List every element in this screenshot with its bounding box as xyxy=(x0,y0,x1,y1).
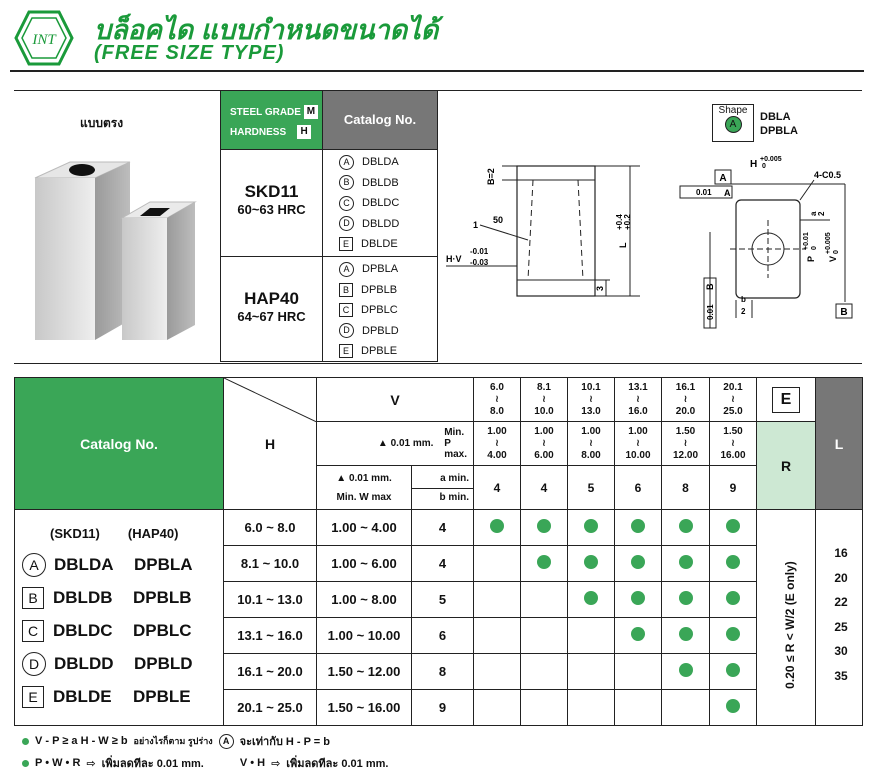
p-range xyxy=(710,422,757,466)
a-min-label: a min. xyxy=(440,472,469,484)
dim-h: H xyxy=(750,159,758,170)
available-dot-icon xyxy=(537,555,551,569)
availability-cell xyxy=(615,582,662,618)
material-name: HAP40 xyxy=(244,289,299,308)
v-range xyxy=(521,378,568,422)
availability-cell xyxy=(521,654,568,690)
p-min: 1.50 xyxy=(675,425,696,437)
v-min: 6.0 xyxy=(490,381,504,393)
p-min: 1.50 xyxy=(723,425,743,437)
shape-code: DBLA xyxy=(760,111,791,123)
l-value: 22 xyxy=(834,595,848,609)
availability-cell xyxy=(662,546,710,582)
availability-cell xyxy=(662,510,710,546)
h-range: 13.1 ~ 16.0 xyxy=(224,618,317,654)
l-values xyxy=(826,546,856,693)
w-range: 1.50 ~ 12.00 xyxy=(317,654,412,690)
h-label: H xyxy=(264,435,276,452)
available-dot-icon xyxy=(726,663,740,677)
available-dot-icon xyxy=(726,627,740,641)
shape-d-icon: D xyxy=(339,323,354,338)
available-dot-icon xyxy=(726,519,740,533)
grade-letter: M xyxy=(304,105,318,119)
v-max: 10.0 xyxy=(534,405,554,417)
availability-cell xyxy=(710,546,757,582)
availability-cell xyxy=(474,618,521,654)
l-value: 25 xyxy=(834,619,848,634)
tilde-icon: ≀ xyxy=(495,437,499,449)
shape-codes xyxy=(760,110,798,138)
a-min: 6 xyxy=(615,466,662,510)
availability-cell xyxy=(615,546,662,582)
catalog-code: DPBLD xyxy=(362,324,399,337)
v-max: 20.0 xyxy=(675,405,696,417)
dim-p: P xyxy=(806,255,816,262)
note-text: จะเท่ากับ H - P = b xyxy=(239,736,331,748)
p-minmax: Min. P max. xyxy=(444,427,467,460)
a-min: 4 xyxy=(521,466,568,510)
a-min: 9 xyxy=(710,466,757,510)
int-logo xyxy=(14,10,74,66)
catalog-code: DPBLB xyxy=(361,283,398,296)
hardness-label: HARDNESS xyxy=(230,126,287,138)
r-formula xyxy=(776,555,804,695)
type-label: แบบตรง xyxy=(80,116,124,130)
b-min: 6 xyxy=(412,618,474,654)
bullet-icon xyxy=(22,760,29,767)
b-min: 9 xyxy=(412,690,474,726)
a-min: 4 xyxy=(474,466,521,510)
available-dot-icon xyxy=(584,519,598,533)
available-dot-icon xyxy=(631,555,645,569)
shape-a-icon: A xyxy=(219,734,234,749)
catalog-code: DPBLA xyxy=(362,263,399,276)
shape-a-icon: A xyxy=(725,116,742,133)
page-title-thai: บล็อคได แบบกำหนดขนาดได้ xyxy=(94,15,439,45)
tilde-icon: ≀ xyxy=(683,393,688,405)
tilde-icon: ≀ xyxy=(731,437,735,449)
p-range xyxy=(662,422,710,466)
available-dot-icon xyxy=(679,519,693,533)
dim-angle-b: 50 xyxy=(493,215,504,225)
dim-b-half: b xyxy=(741,295,746,304)
dim-l: L xyxy=(618,242,628,248)
availability-cell xyxy=(710,654,757,690)
hap40-code: DPBLC xyxy=(133,620,192,640)
skd11-code: DBLDC xyxy=(53,620,113,640)
hap40-code: DPBLB xyxy=(133,587,192,607)
w-range: 1.00 ~ 6.00 xyxy=(317,546,412,582)
p-range xyxy=(615,422,662,466)
shape-e-icon: E xyxy=(22,686,44,708)
v-header: V xyxy=(317,378,474,422)
b-min: 4 xyxy=(412,510,474,546)
dim-b-half-den: 2 xyxy=(741,307,746,316)
availability-cell xyxy=(710,690,757,726)
p-max: 6.00 xyxy=(534,449,554,461)
h-range: 6.0 ~ 8.0 xyxy=(224,510,317,546)
shape-e-icon: E xyxy=(339,344,353,358)
dim-a-half-den: 2 xyxy=(817,211,826,216)
tilde-icon: ≀ xyxy=(589,437,593,449)
shape-c-icon: C xyxy=(339,196,354,211)
catalog-row xyxy=(22,680,218,713)
p-max: 16.00 xyxy=(720,449,746,461)
w-minmax: Min. W max xyxy=(336,491,392,503)
dim-a-half: a xyxy=(809,211,818,216)
catalog-row xyxy=(22,548,218,581)
shape-a-icon: A xyxy=(22,553,46,577)
l-value: 30 xyxy=(834,644,848,658)
shape-e-icon: E xyxy=(339,237,353,251)
shape-a-icon: A xyxy=(339,262,354,277)
availability-cell xyxy=(662,690,710,726)
catalog-list-skd11 xyxy=(322,149,438,257)
available-dot-icon xyxy=(631,591,645,605)
header-divider xyxy=(10,70,864,72)
dim-three: 3 xyxy=(595,285,605,291)
availability-cell xyxy=(474,654,521,690)
w-range: 1.00 ~ 10.00 xyxy=(317,618,412,654)
availability-cell xyxy=(521,582,568,618)
e-label: E xyxy=(772,387,800,413)
skd11-code: DBLDA xyxy=(54,554,114,574)
die-block-image xyxy=(30,150,210,345)
flat-tol-b: 0.01 xyxy=(706,304,715,320)
catalog-code: DPBLE xyxy=(361,345,398,358)
w-range: 1.50 ~ 16.00 xyxy=(317,690,412,726)
availability-cell xyxy=(615,690,662,726)
grade-header xyxy=(220,90,323,150)
b-min: 4 xyxy=(412,546,474,582)
p-min: 1.00 xyxy=(581,425,601,437)
p-range xyxy=(474,422,521,466)
availability-cell xyxy=(615,654,662,690)
available-dot-icon xyxy=(679,591,693,605)
availability-cell xyxy=(662,654,710,690)
p-min: 1.00 xyxy=(534,425,554,437)
catalog-code: DPBLC xyxy=(361,304,398,317)
p-max: 10.00 xyxy=(625,449,651,461)
note-text: อย่างไรก็ตาม รูปร่าง xyxy=(133,736,213,746)
p-max: 4.00 xyxy=(487,449,507,461)
p-header xyxy=(317,422,474,466)
catalog-code: DBLDB xyxy=(362,176,399,189)
v-max: 13.0 xyxy=(581,405,601,417)
p-max: 12.00 xyxy=(672,449,699,461)
note-text: V - P ≥ a H - W ≥ b xyxy=(35,735,128,747)
up-arrow-icon: ▲ xyxy=(336,472,347,484)
available-dot-icon xyxy=(490,519,504,533)
note-2 xyxy=(22,752,388,774)
note-1 xyxy=(22,730,388,752)
shape-b-icon: B xyxy=(339,175,354,190)
dim-h-tol2: 0 xyxy=(762,163,766,170)
h-range: 20.1 ~ 25.0 xyxy=(224,690,317,726)
v-range xyxy=(474,378,521,422)
tilde-icon: ≀ xyxy=(636,437,640,449)
shape-label: Shape xyxy=(718,105,748,116)
dim-v-tol1: +0.005 xyxy=(825,232,832,254)
dim-p-tol2: 0 xyxy=(811,246,818,250)
available-dot-icon xyxy=(631,519,645,533)
shape-d-icon: D xyxy=(22,652,46,676)
availability-cell xyxy=(710,510,757,546)
p-range xyxy=(568,422,615,466)
p-range xyxy=(521,422,568,466)
h-header xyxy=(224,378,317,510)
v-range xyxy=(568,378,615,422)
dim-angle: 1 xyxy=(473,220,479,230)
v-max: 8.0 xyxy=(490,405,504,417)
tilde-icon: ≀ xyxy=(542,437,546,449)
note-text: เพิ่มลดทีละ 0.01 mm. xyxy=(286,758,389,770)
b-min: 8 xyxy=(412,654,474,690)
available-dot-icon xyxy=(679,663,693,677)
v-min: 13.1 xyxy=(628,381,648,393)
dim-hv-tol1: -0.01 xyxy=(470,247,489,256)
v-min: 8.1 xyxy=(537,381,551,393)
v-max: 25.0 xyxy=(723,405,743,417)
available-dot-icon xyxy=(537,519,551,533)
hap40-head: (HAP40) xyxy=(127,526,179,541)
shape-legend xyxy=(712,104,754,142)
catalog-no-header: Catalog No. xyxy=(15,378,224,510)
dim-l-tol2: +0.2 xyxy=(623,214,632,230)
availability-cell xyxy=(662,618,710,654)
flat-tol: 0.01 xyxy=(696,188,712,197)
h-range: 10.1 ~ 13.0 xyxy=(224,582,317,618)
available-dot-icon xyxy=(584,555,598,569)
available-dot-icon xyxy=(679,555,693,569)
tilde-icon: ≀ xyxy=(542,393,546,405)
shape-c-icon: C xyxy=(22,620,44,642)
dim-v-tol2: 0 xyxy=(833,250,840,254)
material-skd11 xyxy=(220,149,323,257)
h-range: 16.1 ~ 20.0 xyxy=(224,654,317,690)
catalog-code: DBLDE xyxy=(361,238,398,251)
dim-hv-tol2: -0.03 xyxy=(470,258,489,267)
l-value: 16 xyxy=(834,546,848,560)
material-hardness: 60~63 HRC xyxy=(237,202,306,217)
available-dot-icon xyxy=(584,591,598,605)
page-title-english: (FREE SIZE TYPE) xyxy=(94,42,285,64)
available-dot-icon xyxy=(631,627,645,641)
tilde-icon: ≀ xyxy=(636,393,640,405)
v-min: 10.1 xyxy=(581,381,601,393)
availability-cell xyxy=(568,654,615,690)
material-hap40 xyxy=(220,256,323,362)
skd11-code: DBLDD xyxy=(54,653,114,673)
a-min: 5 xyxy=(568,466,615,510)
skd11-head: (SKD11) xyxy=(50,526,100,541)
shape-code: DPBLA xyxy=(760,125,798,137)
p-max: 8.00 xyxy=(581,449,601,461)
v-range xyxy=(662,378,710,422)
p-min: 1.00 xyxy=(487,425,507,437)
p-note: 0.01 mm. xyxy=(390,438,434,449)
v-min: 16.1 xyxy=(675,381,696,393)
hardness-letter: H xyxy=(297,125,311,139)
catalog-column xyxy=(22,526,218,713)
availability-cell xyxy=(568,510,615,546)
availability-cell xyxy=(662,582,710,618)
technical-drawing xyxy=(440,150,862,350)
hap40-code: DPBLE xyxy=(133,686,191,706)
p-min: 1.00 xyxy=(628,425,648,437)
availability-cell xyxy=(521,690,568,726)
availability-cell xyxy=(521,618,568,654)
catalog-code: DBLDA xyxy=(362,156,399,169)
r-formula-text: 0.20 ≤ R < W/2 (E only) xyxy=(783,561,797,689)
skd11-code: DBLDB xyxy=(53,587,113,607)
note-text: เพิ่มลดทีละ 0.01 mm. xyxy=(101,758,204,770)
datum-b-ref: B xyxy=(705,283,715,290)
e-header xyxy=(757,378,816,422)
availability-cell xyxy=(710,618,757,654)
dim-p-tol1: +0.01 xyxy=(803,232,810,250)
availability-cell xyxy=(568,582,615,618)
l-value: 35 xyxy=(834,668,848,683)
v-max: 16.0 xyxy=(628,405,648,417)
dim-h-tol1: +0.005 xyxy=(760,156,782,163)
datum-b: B xyxy=(840,307,848,318)
availability-cell xyxy=(521,546,568,582)
dim-v: V xyxy=(828,255,838,262)
availability-cell xyxy=(521,510,568,546)
b-min: 5 xyxy=(412,582,474,618)
footnotes xyxy=(22,730,388,774)
skd11-code: DBLDE xyxy=(53,686,112,706)
shape-b-icon: B xyxy=(339,283,353,297)
l-header: L xyxy=(816,378,863,510)
catalog-row xyxy=(22,581,218,614)
hap40-code: DPBLD xyxy=(134,653,193,673)
dim-l-tol1: +0.4 xyxy=(615,214,624,230)
shape-a-icon: A xyxy=(339,155,354,170)
arrow-right-icon: ⇨ xyxy=(271,757,281,770)
availability-cell xyxy=(568,690,615,726)
a-min: 8 xyxy=(662,466,710,510)
l-value: 20 xyxy=(834,570,848,585)
r-header: R xyxy=(757,422,816,510)
material-name: SKD11 xyxy=(244,182,299,201)
datum-a-ref: A xyxy=(724,188,731,198)
catalog-header: Catalog No. xyxy=(322,90,438,150)
dim-chamfer: 4-C0.5 xyxy=(814,170,842,180)
datum-a: A xyxy=(719,173,727,184)
up-arrow-icon: ▲ xyxy=(377,438,388,449)
tilde-icon: ≀ xyxy=(495,393,499,405)
catalog-code: DBLDC xyxy=(362,197,400,210)
dim-hv: H·V xyxy=(446,254,462,264)
h-range: 8.1 ~ 10.0 xyxy=(224,546,317,582)
ab-header xyxy=(412,466,474,510)
shape-c-icon: C xyxy=(339,303,353,317)
available-dot-icon xyxy=(726,699,740,713)
availability-cell xyxy=(474,690,521,726)
w-range: 1.00 ~ 4.00 xyxy=(317,510,412,546)
grade-label: STEEL GRADE xyxy=(230,106,301,118)
b-min-label: b min. xyxy=(439,491,469,503)
availability-cell xyxy=(615,510,662,546)
available-dot-icon xyxy=(679,627,693,641)
availability-cell xyxy=(568,618,615,654)
available-dot-icon xyxy=(726,591,740,605)
w-range: 1.00 ~ 8.00 xyxy=(317,582,412,618)
availability-cell xyxy=(615,618,662,654)
catalog-code: DBLDD xyxy=(362,217,400,230)
note-text: V • H xyxy=(239,757,266,769)
availability-cell xyxy=(474,510,521,546)
material-hardness: 64~67 HRC xyxy=(237,309,306,324)
availability-cell xyxy=(710,582,757,618)
tilde-icon: ≀ xyxy=(731,393,735,405)
catalog-row xyxy=(22,647,218,680)
catalog-row xyxy=(22,614,218,647)
availability-cell xyxy=(474,546,521,582)
w-header xyxy=(317,466,412,510)
note-text: P • W • R xyxy=(35,757,81,769)
bullet-icon xyxy=(22,738,29,745)
availability-cell xyxy=(474,582,521,618)
dim-b2: B=2 xyxy=(486,168,496,185)
v-min: 20.1 xyxy=(723,381,743,393)
v-range xyxy=(615,378,662,422)
tilde-icon: ≀ xyxy=(589,393,593,405)
v-range xyxy=(710,378,757,422)
catalog-list-hap40 xyxy=(322,256,438,362)
tilde-icon: ≀ xyxy=(683,437,688,449)
shape-d-icon: D xyxy=(339,216,354,231)
notes-divider xyxy=(14,725,862,726)
shape-b-icon: B xyxy=(22,587,44,609)
hap40-code: DPBLA xyxy=(134,554,193,574)
w-note: 0.01 mm. xyxy=(348,472,392,484)
available-dot-icon xyxy=(726,555,740,569)
availability-cell xyxy=(568,546,615,582)
logo-text: INT xyxy=(32,32,56,48)
arrow-right-icon: ⇨ xyxy=(86,757,96,770)
